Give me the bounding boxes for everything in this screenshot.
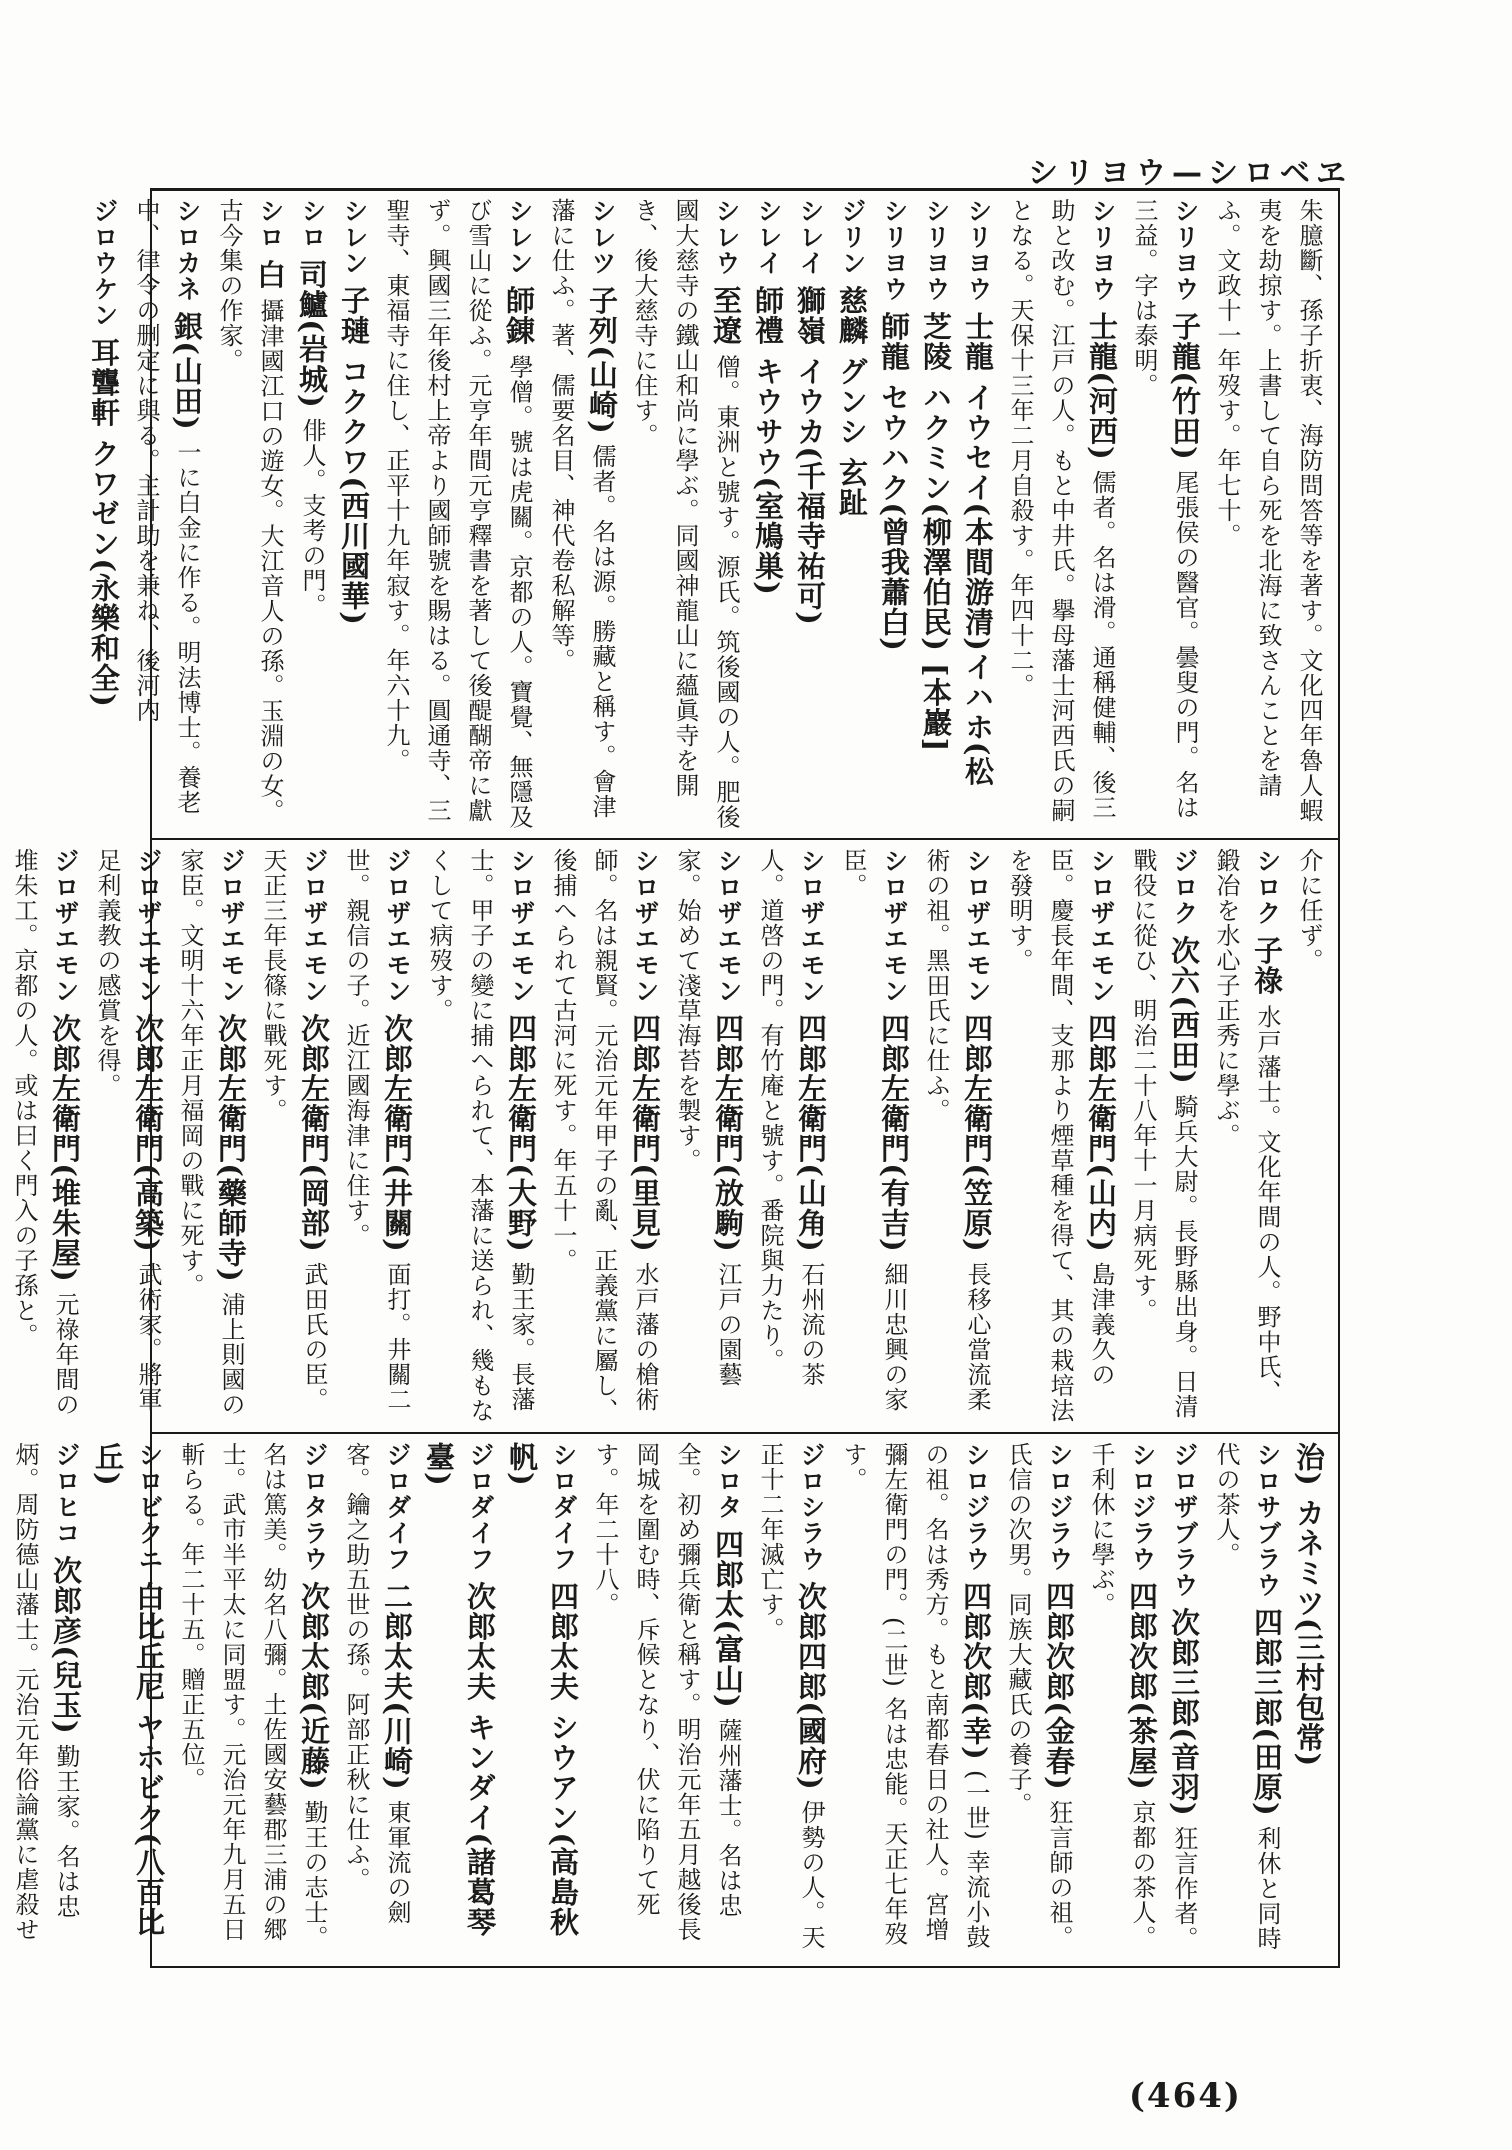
entry-headword: 次郎彦(兒玉) — [49, 1555, 83, 1735]
entry-reading: シロビクニ — [135, 1442, 164, 1572]
entry-reading: ジロタラウ — [300, 1442, 329, 1572]
entry-reading: シリヨウ — [922, 198, 951, 302]
dictionary-entry — [831, 198, 873, 830]
entry-headword: 師龍 セウハク(曾我蕭白) — [877, 311, 911, 652]
entry-reading: ジロザエモン — [51, 848, 80, 1004]
entry-definition: 狂言作者。 — [1170, 1825, 1198, 1951]
entry-headword: 慈麟 グンシ 玄趾 — [835, 285, 869, 518]
entry-headword: 獅嶺 イウカ(千福寺祐可) — [793, 285, 827, 626]
entry-headword: 四郎次郎(茶屋) — [1125, 1581, 1159, 1791]
entry-reading: シロザエモン — [880, 848, 909, 1004]
entry-reading: ジロシラウ — [797, 1442, 826, 1572]
dictionary-entry — [623, 198, 747, 830]
entry-headword: 次六(西田) — [1167, 935, 1201, 1085]
entry-definition: 狂言師の祖。氏信の次男。同族大藏氏の養子。 — [1004, 1442, 1073, 1950]
entry-reading: シロサブラウ — [1253, 1442, 1282, 1598]
dictionary-entry — [375, 198, 540, 830]
dictionary-entry — [170, 1442, 335, 1958]
entry-headword: 次郎太郎(近藤) — [297, 1581, 331, 1791]
entry-definition: 面打。井關二世。親信の子。近江國海津に住す。 — [342, 848, 411, 1412]
dictionary-entry — [1080, 1442, 1163, 1958]
dictionary-entry — [1123, 198, 1206, 830]
entry-headword: 次郎左衛門(岡部) — [297, 1013, 331, 1253]
entry-headword: 四郎次郎(幸) — [959, 1581, 993, 1761]
entry-reading: シロジラウ — [1045, 1442, 1074, 1572]
dictionary-entry — [1205, 848, 1288, 1424]
entry-headword: 士龍(河西) — [1085, 311, 1119, 461]
tier-top — [87, 198, 1330, 830]
entry-definition: 介に任ず。 — [1295, 848, 1323, 973]
entry-definition: 薩州藩士。名は忠全。初め彌兵衛と稱す。明治元年五月越後長岡城を圍む時、斥候となり、伏に陷りて死す。年二十八。 — [591, 1442, 742, 1942]
dictionary-entry — [252, 848, 335, 1424]
entry-reading: シロカネ — [173, 198, 202, 302]
entry-headword: 芝陵 ハクミン(柳澤伯民) [本巖] — [919, 311, 953, 753]
dictionary-entry — [584, 1442, 749, 1958]
entry-headword: 子璉 コククワ(西川國華) — [337, 285, 371, 626]
dictionary-entry — [873, 198, 915, 830]
entry-definition: 學僧。號は虎關。京都の人。寶覺、無隱及び雪山に從ふ。元亨年間元亨釋書を著して後醍醐帝に獻ず。興國三年後村上帝より國師號を賜はる。圓通寺、三聖寺、東福寺に住し、正平十九年寂す。年六十九。 — [382, 198, 533, 830]
dictionary-entry — [999, 198, 1123, 830]
dictionary-entry — [333, 198, 375, 830]
dictionary-entry — [789, 198, 831, 830]
dictionary-entry — [1206, 198, 1330, 830]
entry-definition: 攝津國江口の遊女。大江音人の孫。玉淵の女。古今集の作家。 — [215, 198, 284, 824]
entry-headword: 四郎太夫 シウアン(高島秋帆) — [505, 1442, 580, 1938]
entry-reading: ジリン — [838, 198, 867, 276]
entry-reading: ジロザブラウ — [1170, 1442, 1199, 1598]
entry-reading: シレン — [505, 198, 534, 276]
entry-reading: シロジラウ — [962, 1442, 991, 1572]
dictionary-entry — [83, 198, 125, 830]
entry-headword: 四郎左衛門(大野) — [504, 1013, 538, 1253]
dictionary-entry — [832, 1442, 997, 1958]
entry-reading: シロク — [1253, 848, 1282, 926]
dictionary-entry — [832, 848, 915, 1424]
entry-definition: 石州流の茶人。道啓の門。有竹庵と號す。番院與力たり。 — [756, 848, 825, 1387]
entry-reading: シロタ — [714, 1442, 743, 1520]
entry-reading: シレウ — [712, 198, 741, 276]
entry-headword: 銀(山田) — [170, 311, 204, 431]
entry-headword: 二郎太夫(川崎) — [380, 1581, 414, 1791]
entry-headword: 子龍(竹田) — [1168, 311, 1202, 461]
dictionary-entry — [915, 198, 957, 830]
dictionary-entry — [169, 848, 252, 1424]
running-head: シリヨウ—シロベヱ — [1028, 156, 1352, 191]
entry-reading: シロザエモン — [631, 848, 660, 1004]
entry-definition: 勤王家。名は忠炳。周防德山藩士。元治元年俗論黨に虐殺せ — [11, 1442, 80, 1942]
entry-reading: シロ — [256, 198, 285, 250]
entry-reading: シリヨウ — [964, 198, 993, 302]
entry-definition: 尾張侯の醫官。曇叟の門。名は三益。字は泰明。 — [1130, 198, 1199, 820]
entry-reading: シロザエモン — [714, 848, 743, 1004]
tier-divider — [150, 838, 1340, 840]
entry-headword: 四郎三郎(田原) — [1250, 1607, 1284, 1817]
entry-definition: 元祿年間の堆朱工。京都の人。或は曰く門入の子孫と。 — [10, 848, 79, 1417]
entry-definition: 一に白金に作る。明法博士。養老中、律令の删定に與る。主計助を兼ね、後河内 — [132, 198, 201, 815]
entry-headword: 四郎太(富山) — [711, 1529, 745, 1709]
dictionary-entry — [125, 198, 208, 830]
dictionary-entry — [335, 1442, 418, 1958]
entry-reading: ジロザエモン — [217, 848, 246, 1004]
entry-reading: シロザエモン — [1087, 848, 1116, 1004]
entry-definition: 東軍流の劍客。鑰之助五世の孫。阿部正秋に仕ふ。 — [342, 1442, 411, 1925]
entry-definition: 水戸藩士。文化年間の人。野中氏、鍛冶を水心子正秀に學ぶ。 — [1212, 848, 1281, 1405]
entry-headword: 次郎左衛門(堆朱屋) — [48, 1013, 82, 1283]
entry-reading: シレツ — [588, 198, 617, 276]
entry-definition: 伊勢の人。天正十二年滅亡す。 — [756, 1442, 825, 1950]
entry-headword: 司鱸(岩城) — [295, 259, 329, 409]
entry-headword: 士龍 イウセイ(本間游清)イハホ(松 — [961, 311, 995, 787]
entry-reading: シロザエモン — [507, 848, 536, 1004]
entry-definition: 水戸藩の槍術師。名は親賢。元治元年甲子の亂、正義黨に屬し、後捕へられて古河に死す。年五十一。 — [549, 848, 659, 1423]
entry-headword: 子列(山崎) — [585, 285, 619, 435]
entry-reading: シレイ — [796, 198, 825, 276]
entry-reading: ジロク — [1170, 848, 1199, 926]
entry-headword: 次郎左衛門(高築) — [131, 1013, 165, 1253]
entry-definition: 細川忠興の家臣。 — [839, 848, 908, 1412]
entry-reading: シロザエモン — [963, 848, 992, 1004]
entry-headword: 白 — [253, 259, 287, 290]
entry-headword: 治) カネミツ(三村包常) — [1292, 1442, 1326, 1768]
dictionary-entry — [666, 848, 749, 1424]
entry-headword: 師禮 キウサウ(室鳩巣) — [751, 285, 785, 596]
entry-headword: 子祿 — [1250, 935, 1284, 996]
dictionary-entry — [418, 1442, 501, 1958]
page-number: (464) — [1128, 2076, 1242, 2116]
entry-headword: 四郎左衛門(山角) — [794, 1013, 828, 1253]
dictionary-entry — [87, 1442, 170, 1958]
entry-headword: 四郎次郎(金春) — [1042, 1581, 1076, 1791]
entry-definition: 僧。東洲と號す。源氏。筑後國の人。肥後國大慈寺の鐵山和尚に學ぶ。同國神龍山に蘊眞寺を開き、後大慈寺に住す。 — [630, 198, 740, 830]
entry-reading: シリヨウ — [1171, 198, 1200, 302]
entry-definition: 儒者。名は源。勝藏と稱す。會津藩に仕ふ。著、儒要名目、神代卷私解等。 — [547, 198, 616, 819]
entry-definition: 勤王家。長藩士。甲子の變に捕へられて、本藩に送られ、幾もなくして病歿す。 — [425, 848, 535, 1423]
dictionary-entry — [1288, 1442, 1330, 1958]
entry-reading: シレン — [340, 198, 369, 276]
dictionary-entry — [997, 1442, 1080, 1958]
dictionary-entry — [998, 848, 1122, 1424]
dictionary-entry — [1205, 1442, 1288, 1958]
dictionary-entry — [335, 848, 418, 1424]
entry-definition: 島津義久の臣。慶長年間、支那より煙草種を得て、其の栽培法を發明す。 — [1005, 848, 1115, 1423]
entry-definition: (一世) 幸流小鼓の祖。名は秀方。もと南都春日の社人。宮增彌左衛門の門。(二世) 名は忠能。天正七年歿す。 — [839, 1442, 990, 1950]
entry-headword: 四郎左衛門(里見) — [628, 1013, 662, 1253]
dictionary-entry — [1163, 1442, 1205, 1958]
entry-reading: ジロヒコ — [52, 1442, 81, 1546]
entry-headword: 次郎四郎(國府) — [794, 1581, 828, 1791]
dictionary-entry — [418, 848, 542, 1424]
entry-headword: 次郎左衛門(藥師寺) — [214, 1013, 248, 1283]
entry-reading: シリヨウ — [1088, 198, 1117, 302]
entry-headword: 四郎左衛門(放駒) — [711, 1013, 745, 1253]
entry-reading: シロザエモン — [797, 848, 826, 1004]
tier-middle — [10, 848, 1330, 1424]
dictionary-entry — [747, 198, 789, 830]
tier-bottom — [11, 1442, 1330, 1958]
dictionary-entry — [86, 848, 169, 1424]
dictionary-entry — [291, 198, 333, 830]
entry-definition: 江戸の園藝家。始めて淺草海苔を製す。 — [673, 848, 742, 1387]
entry-definition: 武田氏の臣。天正三年長篠に戰死す。 — [259, 848, 328, 1412]
entry-reading: ジロウケン — [90, 198, 119, 328]
entry-definition: 利休と同時代の茶人。 — [1212, 1442, 1281, 1951]
entry-reading: ジロザエモン — [134, 848, 163, 1004]
entry-headword: 耳聾軒 クワゼン(永樂和全) — [87, 337, 121, 708]
entry-headword: 次郎三郎(音羽) — [1167, 1607, 1201, 1817]
dictionary-entry — [501, 1442, 584, 1958]
tier-divider — [150, 1432, 1340, 1434]
dictionary-entry — [540, 198, 623, 830]
dictionary-entry — [1288, 848, 1330, 1424]
entry-definition: 武術家。將軍足利義教の感賞を得。 — [93, 848, 162, 1412]
entry-reading: ジロダイフ — [466, 1442, 495, 1572]
entry-reading: ジロザエモン — [383, 848, 412, 1004]
entry-headword: 次郎左衛門(井關) — [380, 1013, 414, 1253]
dictionary-entry — [0, 1442, 87, 1958]
entry-definition: 京都の茶人。千利休に學ぶ。 — [1087, 1442, 1156, 1950]
dictionary-entry — [1122, 848, 1205, 1424]
entry-headword: 四郎左衛門(山内) — [1084, 1013, 1118, 1253]
entry-definition: 勤王の志士。名は篤美。幼名八彌。土佐國安藝郡三浦の郷士。武市半平太に同盟す。元治元年九月五日斬らる。年二十五。贈正五位。 — [177, 1442, 328, 1950]
entry-reading: シリヨウ — [880, 198, 909, 302]
dictionary-entry — [542, 848, 666, 1424]
entry-headword: 次郎太夫 キンダイ(諸葛琴臺) — [422, 1442, 497, 1938]
entry-reading: ジロザエモン — [300, 848, 329, 1004]
entry-reading: ジロダイフ — [383, 1442, 412, 1572]
dictionary-entry — [915, 848, 998, 1424]
entry-reading: シロジラウ — [1128, 1442, 1157, 1572]
entry-headword: 白比丘尼 ヤホビク(八百比丘) — [91, 1442, 166, 1938]
entry-definition: 儒者。名は滑。通稱健輔、後三助と改む。江戸の人。もと中井氏。擧母藩士河西氏の嗣となる。天保十三年二月自殺す。年四十二。 — [1006, 198, 1116, 823]
dictionary-entry — [749, 1442, 832, 1958]
entry-headword: 師錬 — [502, 285, 536, 346]
entry-headword: 至遼 — [709, 285, 743, 346]
dictionary-entry — [749, 848, 832, 1424]
entry-headword: 四郎左衛門(有吉) — [877, 1013, 911, 1253]
entry-reading: シロダイフ — [549, 1442, 578, 1572]
entry-definition: 朱臆斷、孫子折衷、海防問答等を著す。文化四年魯人蝦夷を劫掠す。上書して自ら死を北海に致さんことを請ふ。文政十一年歿す。年七十。 — [1213, 198, 1323, 823]
dictionary-entry — [208, 198, 291, 830]
dictionary-entry — [3, 848, 86, 1424]
entry-reading: シロ — [298, 198, 327, 250]
dictionary-entry — [957, 198, 999, 830]
entry-headword: 四郎左衛門(笠原) — [960, 1013, 994, 1253]
entry-reading: シレイ — [754, 198, 783, 276]
entry-definition: 長移心當流柔術の祖。黑田氏に仕ふ。 — [922, 848, 991, 1412]
entry-definition: 浦上則國の家臣。文明十六年正月福岡の戰に死す。 — [176, 848, 245, 1417]
entry-definition: 騎兵大尉。長野縣出身。日清戰役に從ひ、明治二十八年十一月病死す。 — [1129, 848, 1198, 1419]
dictionary-entry — [0, 848, 3, 1424]
entry-definition: 俳人。支考の門。 — [298, 417, 326, 618]
